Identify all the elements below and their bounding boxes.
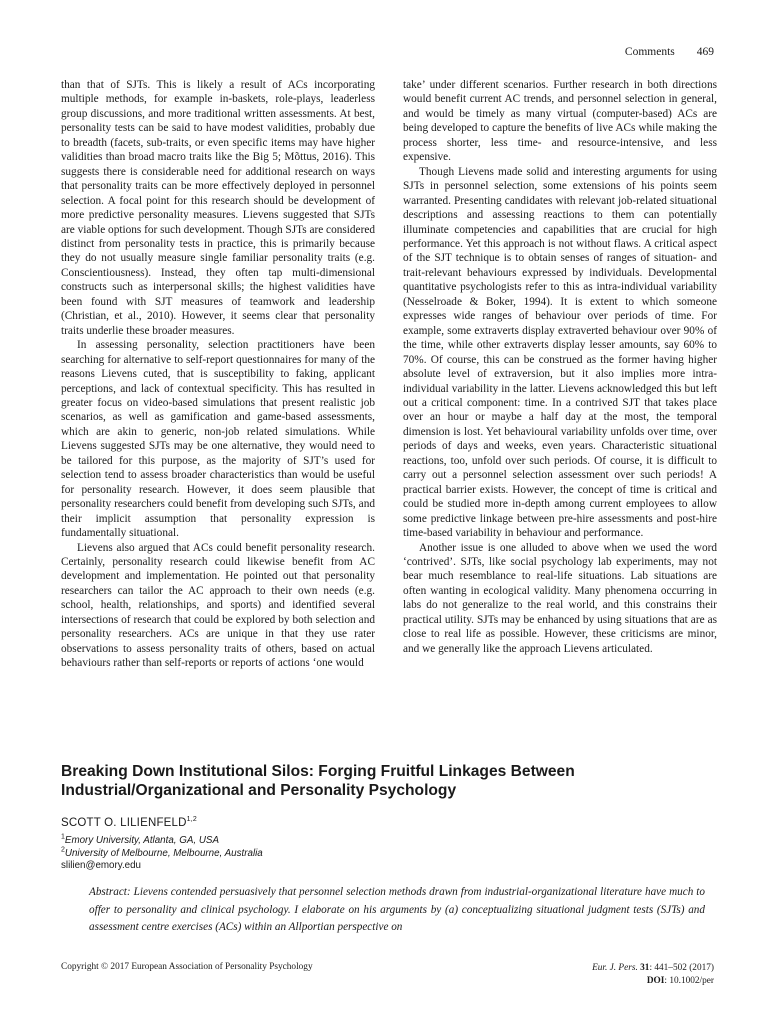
doi-label: DOI	[646, 976, 665, 986]
article-header	[61, 763, 716, 873]
affiliation	[61, 848, 716, 861]
right-column	[403, 78, 717, 656]
affiliation-text: University of Melbourne, Melbourne, Australia	[64, 847, 263, 859]
paragraph: Lievens also argued that ACs could benefit personality research. Certainly, personality research could likewise benefit from AC development and implementation. He pointed out that personality researchers can tailor the AC approach to their own needs (e.g. school, health, relationships, and sports) and identified several intersections of research that could be explored by both selection and personality researchers. ACs are unique in that they use rater observations to assess personality traits of others, based on actual behaviours rather than self-reports or reports of actions ‘one would	[61, 541, 375, 670]
section-name: Comments	[624, 46, 675, 58]
running-head	[625, 46, 714, 58]
paragraph: Though Lievens made solid and interesting arguments for using SJTs in personnel selection, some extensions of his points seem warranted. Presenting candidates with relevant job-related situational descriptions and assessing reactions to them can potentially illuminate competencies and capabilities that are crucial for high performance. Yet this approach is not without flaws. A critical aspect of the SJT technique is to obtain senses of ranges of situation- and trait-relevant behaviours expressed by individuals. Developmental quantitative psychologists refer to this as intra-individual variability (Nesselroade & Boker, 1994). It is extent to which someone expresses wide ranges of behaviour over periods of time. For example, some extraverts display extraverted behaviour over 90% of the time, while other extraverts display lesser amounts, say 60% to 70%. Of course, this can be construed as the former having higher absolute level of extraversion, but it also implies more intra-individual variability in the latter. Lievens acknowledged this but left out a critical component: time. In a contrived SJT that takes place over an hour or maybe a half day at the most, the temporal dimension is lost. Yet behavioural variability unfolds over time, over periods of days and weeks, even years. Characteristic situational reactions, too, unfold over such periods. Of course, it is difficult to carry out a personnel selection assessment over such periods! A practical barrier exists. However, the concept of time is critical and could be studied more in-depth among current employees to allow some predictive linkage between pre-hire assessments and post-hire time-based variability in behaviour and performance.	[403, 165, 717, 540]
article-title-line1: Breaking Down Institutional Silos: Forging Fruitful Linkages Between	[61, 763, 575, 780]
affiliation-text: Emory University, Atlanta, GA, USA	[64, 835, 219, 846]
author-text: SCOTT O. LILIENFELD	[61, 817, 187, 829]
copyright-notice: Copyright © 2017 European Association of Personality Psychology	[61, 962, 313, 972]
paragraph: In assessing personality, selection practitioners have been searching for alternative to self-report questionnaires for many of the reasons Lievens cuted, that is susceptibility to faking, applicant perceptions, and lack of contextual specificity. This has resulted in greater focus on video-based simulations that present realistic job scenarios, as well as gamification and game-based assessments, which are akin to generic, non-job related simulations. While Lievens suggested SJTs may be one alternative, they would need to be tailored for this purpose, as the majority of SJT’s used for selection tend to assess broader characteristics than would be useful for personality research. However, it does seem plausible that personality researchers could benefit from developing such SJTs, and their implicit assumption that personality expression is fundamentally situational.	[61, 339, 375, 540]
paragraph: take’ under different scenarios. Further research in both directions would benefit current AC trends, and personnel selection in general, and would be timely as many virtual (computer-based) ACs are being developed to capture the benefits of live ACs while making the process shorter, less time- and resource-intensive, and less expensive.	[403, 79, 717, 164]
affiliation-sup: 1	[61, 833, 65, 841]
citation-info	[592, 962, 714, 988]
article-title-line2: Industrial/Organizational and Personality Psychology	[61, 781, 457, 799]
journal-citation	[592, 962, 714, 975]
abstract: Abstract: Lievens contended persuasively that personnel selection methods drawn from industrial-organizational literature have much to offer to personality and clinical psychology. I elaborate on his arguments by (a) conceptualizing situational judgment tests (SJTs) and assessment centre exercises (ACs) within an Allportian perspective on	[89, 886, 705, 933]
journal-volume: 31	[640, 963, 650, 973]
affiliation	[61, 835, 716, 848]
page-number: 469	[696, 46, 714, 58]
author-sup: 1,2	[186, 816, 197, 824]
journal-pages: : 441–502 (2017)	[649, 963, 714, 973]
author-name	[61, 817, 716, 829]
left-column	[61, 78, 375, 671]
affiliation-sup: 2	[61, 846, 65, 854]
paragraph: than that of SJTs. This is likely a result of ACs incorporating multiple methods, for example in-baskets, role-plays, leaderless group discussions, and more traditional written assessments. At best, personality tests can be said to have modest validities, probably due to breadth (facets, sub-traits, or even specific items may have higher validities than broad macro traits like the Big 5; Mõttus, 2016). This suggests there is considerable need for additional research on ways that personality traits can be more effectively deployed in personnel selection. A focal point for this research should be development of more predictive personality measures. Lievens suggested that SJTs are viable options for such development. Though SJTs are considered distinct from personality tests in practice, this is primarily because they do not usually measure single familiar personality traits (e.g. Conscientiousness). Instead, they often tap multi-dimensional constructs such as interpersonal skills; the highest validities have been found with SJT measures of teamwork and leadership (Christian, et al., 2010). However, it seems clear that personality traits underlie these broader measures.	[61, 79, 375, 337]
paragraph: Another issue is one alluded to above when we used the word ‘contrived’. SJTs, like social psychology lab experiments, may not bear much resemblance to real-life situations. Lab situations are often wanting in ecological validity. Many phenomena occurring in labs do not generalize to the real world, and this constrains their practical utility. SJTs may be enhanced by using situations that are as close to real life as possible. However, these criticisms are minor, and we generally like the approach Lievens articulated.	[403, 541, 717, 655]
affiliations	[61, 835, 716, 873]
journal-name: Eur. J. Pers.	[592, 963, 638, 973]
article-title	[61, 763, 716, 800]
doi-line	[592, 975, 714, 988]
author-email[interactable]: slilien@emory.edu	[61, 860, 142, 871]
doi-link[interactable]: : 10.1002/per	[664, 976, 714, 986]
